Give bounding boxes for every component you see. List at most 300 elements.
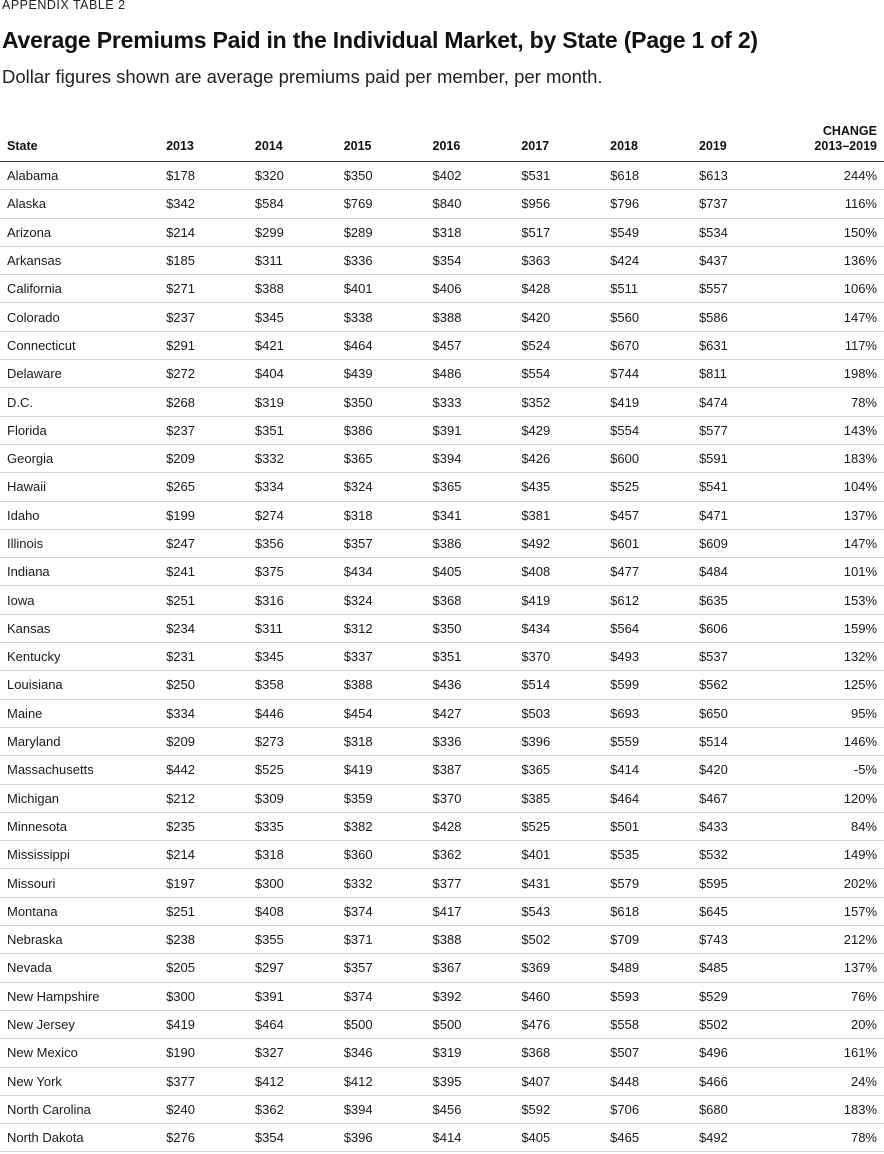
cell-2015: $419 (338, 756, 427, 784)
cell-2015: $386 (338, 416, 427, 444)
cell-2014: $354 (249, 1124, 338, 1152)
cell-change: 161% (782, 1039, 884, 1067)
table-row (0, 869, 884, 897)
cell-2019: $485 (693, 954, 782, 982)
cell-2013: $178 (160, 162, 249, 190)
cell-2016: $365 (427, 473, 516, 501)
header-change-line2: 2013–2019 (814, 139, 877, 153)
cell-2016: $333 (427, 388, 516, 416)
cell-2015: $338 (338, 303, 427, 331)
cell-2017: $363 (515, 246, 604, 274)
cell-2018: $599 (604, 671, 693, 699)
cell-state: D.C. (0, 388, 160, 416)
cell-change: 95% (782, 699, 884, 727)
cell-state: Minnesota (0, 812, 160, 840)
cell-2019: $534 (693, 218, 782, 246)
cell-2018: $549 (604, 218, 693, 246)
table-row (0, 162, 884, 190)
cell-change: 132% (782, 643, 884, 671)
cell-2013: $250 (160, 671, 249, 699)
cell-2019: $502 (693, 1010, 782, 1038)
cell-2018: $593 (604, 982, 693, 1010)
cell-2017: $396 (515, 727, 604, 755)
cell-2019: $433 (693, 812, 782, 840)
cell-2018: $464 (604, 784, 693, 812)
cell-state: Connecticut (0, 331, 160, 359)
cell-2016: $406 (427, 275, 516, 303)
cell-state: Kentucky (0, 643, 160, 671)
cell-2016: $394 (427, 444, 516, 472)
cell-change: 104% (782, 473, 884, 501)
cell-2016: $362 (427, 841, 516, 869)
cell-2019: $743 (693, 926, 782, 954)
cell-2015: $336 (338, 246, 427, 274)
cell-2017: $385 (515, 784, 604, 812)
cell-2018: $559 (604, 727, 693, 755)
cell-2017: $517 (515, 218, 604, 246)
cell-change: 20% (782, 1010, 884, 1038)
table-row (0, 643, 884, 671)
cell-2018: $693 (604, 699, 693, 727)
cell-2018: $489 (604, 954, 693, 982)
cell-2018: $525 (604, 473, 693, 501)
cell-2017: $554 (515, 360, 604, 388)
cell-change: 146% (782, 727, 884, 755)
cell-2014: $446 (249, 699, 338, 727)
cell-2014: $297 (249, 954, 338, 982)
cell-2015: $324 (338, 586, 427, 614)
cell-2019: $562 (693, 671, 782, 699)
cell-2014: $355 (249, 926, 338, 954)
table-row (0, 897, 884, 925)
table-row (0, 1095, 884, 1123)
header-change (782, 118, 884, 162)
table-row (0, 303, 884, 331)
table-row (0, 727, 884, 755)
cell-2013: $238 (160, 926, 249, 954)
cell-2015: $359 (338, 784, 427, 812)
cell-2019: $484 (693, 558, 782, 586)
cell-2017: $381 (515, 501, 604, 529)
cell-2013: $231 (160, 643, 249, 671)
cell-2014: $356 (249, 529, 338, 557)
cell-2016: $319 (427, 1039, 516, 1067)
cell-2017: $435 (515, 473, 604, 501)
cell-state: Mississippi (0, 841, 160, 869)
cell-change: 153% (782, 586, 884, 614)
cell-2014: $299 (249, 218, 338, 246)
cell-2013: $235 (160, 812, 249, 840)
cell-2015: $318 (338, 727, 427, 755)
cell-state: Arizona (0, 218, 160, 246)
table-row (0, 360, 884, 388)
cell-change: 212% (782, 926, 884, 954)
cell-2013: $419 (160, 1010, 249, 1038)
cell-2016: $405 (427, 558, 516, 586)
cell-2013: $265 (160, 473, 249, 501)
cell-2013: $276 (160, 1124, 249, 1152)
cell-change: 24% (782, 1067, 884, 1095)
header-2015: 2015 (338, 118, 427, 162)
cell-2017: $492 (515, 529, 604, 557)
table-row (0, 473, 884, 501)
cell-2019: $541 (693, 473, 782, 501)
cell-2018: $507 (604, 1039, 693, 1067)
cell-2019: $609 (693, 529, 782, 557)
cell-2017: $525 (515, 812, 604, 840)
cell-2014: $345 (249, 643, 338, 671)
cell-change: 136% (782, 246, 884, 274)
cell-2019: $471 (693, 501, 782, 529)
cell-state: Delaware (0, 360, 160, 388)
cell-2015: $382 (338, 812, 427, 840)
cell-2014: $391 (249, 982, 338, 1010)
cell-2014: $309 (249, 784, 338, 812)
cell-2014: $318 (249, 841, 338, 869)
cell-2019: $811 (693, 360, 782, 388)
table-header-row (0, 118, 884, 162)
cell-2013: $442 (160, 756, 249, 784)
cell-2018: $448 (604, 1067, 693, 1095)
cell-2018: $465 (604, 1124, 693, 1152)
table-row (0, 1039, 884, 1067)
cell-2015: $454 (338, 699, 427, 727)
cell-2018: $618 (604, 897, 693, 925)
cell-2019: $514 (693, 727, 782, 755)
cell-2014: $319 (249, 388, 338, 416)
cell-2019: $420 (693, 756, 782, 784)
cell-2014: $404 (249, 360, 338, 388)
header-change-line1: CHANGE (822, 124, 877, 138)
cell-2019: $532 (693, 841, 782, 869)
cell-2013: $251 (160, 897, 249, 925)
cell-2013: $272 (160, 360, 249, 388)
cell-2016: $354 (427, 246, 516, 274)
cell-2015: $464 (338, 331, 427, 359)
cell-2016: $436 (427, 671, 516, 699)
cell-change: 147% (782, 303, 884, 331)
cell-2019: $496 (693, 1039, 782, 1067)
cell-2017: $956 (515, 190, 604, 218)
cell-2013: $268 (160, 388, 249, 416)
cell-2019: $537 (693, 643, 782, 671)
table-row (0, 614, 884, 642)
cell-2013: $247 (160, 529, 249, 557)
cell-2019: $492 (693, 1124, 782, 1152)
cell-state: Alaska (0, 190, 160, 218)
cell-state: New Mexico (0, 1039, 160, 1067)
table-row (0, 416, 884, 444)
cell-2018: $493 (604, 643, 693, 671)
cell-2017: $514 (515, 671, 604, 699)
cell-2015: $439 (338, 360, 427, 388)
cell-2018: $477 (604, 558, 693, 586)
cell-2018: $419 (604, 388, 693, 416)
cell-2019: $650 (693, 699, 782, 727)
cell-2013: $197 (160, 869, 249, 897)
cell-2018: $560 (604, 303, 693, 331)
table-row (0, 1010, 884, 1038)
cell-change: 137% (782, 501, 884, 529)
cell-2017: $543 (515, 897, 604, 925)
cell-2015: $332 (338, 869, 427, 897)
cell-change: 116% (782, 190, 884, 218)
header-2019: 2019 (693, 118, 782, 162)
cell-2019: $591 (693, 444, 782, 472)
table-row (0, 1067, 884, 1095)
cell-2013: $342 (160, 190, 249, 218)
cell-state: North Dakota (0, 1124, 160, 1152)
cell-2017: $365 (515, 756, 604, 784)
cell-2016: $350 (427, 614, 516, 642)
cell-2014: $273 (249, 727, 338, 755)
table-row (0, 501, 884, 529)
cell-2016: $840 (427, 190, 516, 218)
cell-2014: $421 (249, 331, 338, 359)
cell-2014: $335 (249, 812, 338, 840)
cell-state: Iowa (0, 586, 160, 614)
cell-2014: $300 (249, 869, 338, 897)
cell-change: 183% (782, 444, 884, 472)
cell-2013: $209 (160, 727, 249, 755)
cell-state: Kansas (0, 614, 160, 642)
cell-2016: $351 (427, 643, 516, 671)
cell-2017: $503 (515, 699, 604, 727)
appendix-label: APPENDIX TABLE 2 (2, 0, 126, 12)
table-row (0, 444, 884, 472)
cell-2018: $744 (604, 360, 693, 388)
table-row (0, 388, 884, 416)
cell-change: 147% (782, 529, 884, 557)
cell-2015: $396 (338, 1124, 427, 1152)
cell-2015: $401 (338, 275, 427, 303)
cell-2016: $341 (427, 501, 516, 529)
cell-2018: $424 (604, 246, 693, 274)
cell-2018: $706 (604, 1095, 693, 1123)
cell-2014: $358 (249, 671, 338, 699)
table-body (0, 162, 884, 1152)
cell-2013: $234 (160, 614, 249, 642)
cell-2013: $291 (160, 331, 249, 359)
cell-2018: $612 (604, 586, 693, 614)
cell-2015: $434 (338, 558, 427, 586)
cell-state: Arkansas (0, 246, 160, 274)
cell-2017: $524 (515, 331, 604, 359)
cell-state: Michigan (0, 784, 160, 812)
cell-2015: $324 (338, 473, 427, 501)
cell-2015: $412 (338, 1067, 427, 1095)
cell-2014: $351 (249, 416, 338, 444)
cell-2015: $312 (338, 614, 427, 642)
cell-state: Montana (0, 897, 160, 925)
table-row (0, 812, 884, 840)
cell-2018: $600 (604, 444, 693, 472)
table-row (0, 671, 884, 699)
cell-2017: $460 (515, 982, 604, 1010)
cell-2016: $457 (427, 331, 516, 359)
cell-2015: $350 (338, 388, 427, 416)
cell-2013: $237 (160, 303, 249, 331)
cell-state: Maryland (0, 727, 160, 755)
cell-2016: $388 (427, 303, 516, 331)
cell-2013: $214 (160, 218, 249, 246)
table-row (0, 218, 884, 246)
cell-2019: $437 (693, 246, 782, 274)
cell-state: Colorado (0, 303, 160, 331)
table-row (0, 841, 884, 869)
cell-2014: $311 (249, 246, 338, 274)
cell-2013: $190 (160, 1039, 249, 1067)
cell-change: 183% (782, 1095, 884, 1123)
cell-2017: $408 (515, 558, 604, 586)
cell-2016: $428 (427, 812, 516, 840)
table-row (0, 586, 884, 614)
header-2013: 2013 (160, 118, 249, 162)
cell-2014: $327 (249, 1039, 338, 1067)
cell-2016: $318 (427, 218, 516, 246)
cell-change: 202% (782, 869, 884, 897)
cell-2016: $456 (427, 1095, 516, 1123)
table-row (0, 784, 884, 812)
cell-2015: $360 (338, 841, 427, 869)
cell-2018: $670 (604, 331, 693, 359)
cell-2015: $337 (338, 643, 427, 671)
cell-change: 76% (782, 982, 884, 1010)
cell-2018: $796 (604, 190, 693, 218)
cell-2019: $474 (693, 388, 782, 416)
cell-2019: $577 (693, 416, 782, 444)
cell-2018: $601 (604, 529, 693, 557)
cell-change: 106% (782, 275, 884, 303)
table-row (0, 558, 884, 586)
cell-2017: $531 (515, 162, 604, 190)
header-state: State (0, 118, 160, 162)
cell-change: 159% (782, 614, 884, 642)
cell-2016: $414 (427, 1124, 516, 1152)
cell-2019: $595 (693, 869, 782, 897)
cell-change: 157% (782, 897, 884, 925)
cell-2014: $388 (249, 275, 338, 303)
cell-state: Maine (0, 699, 160, 727)
cell-2017: $431 (515, 869, 604, 897)
cell-2014: $412 (249, 1067, 338, 1095)
cell-2014: $584 (249, 190, 338, 218)
cell-change: -5% (782, 756, 884, 784)
table-row (0, 1124, 884, 1152)
cell-2019: $467 (693, 784, 782, 812)
cell-change: 101% (782, 558, 884, 586)
cell-2015: $357 (338, 529, 427, 557)
cell-change: 120% (782, 784, 884, 812)
cell-state: Alabama (0, 162, 160, 190)
cell-2016: $395 (427, 1067, 516, 1095)
cell-2013: $334 (160, 699, 249, 727)
header-2017: 2017 (515, 118, 604, 162)
cell-2016: $387 (427, 756, 516, 784)
premiums-table (0, 118, 884, 1152)
cell-2017: $419 (515, 586, 604, 614)
cell-2018: $501 (604, 812, 693, 840)
table-row (0, 275, 884, 303)
cell-2017: $405 (515, 1124, 604, 1152)
cell-2016: $367 (427, 954, 516, 982)
cell-2015: $374 (338, 897, 427, 925)
cell-2014: $464 (249, 1010, 338, 1038)
cell-2015: $289 (338, 218, 427, 246)
cell-state: New Hampshire (0, 982, 160, 1010)
cell-2013: $209 (160, 444, 249, 472)
cell-2017: $429 (515, 416, 604, 444)
cell-2014: $316 (249, 586, 338, 614)
cell-2013: $241 (160, 558, 249, 586)
cell-change: 78% (782, 388, 884, 416)
cell-2015: $357 (338, 954, 427, 982)
cell-2016: $368 (427, 586, 516, 614)
cell-state: Louisiana (0, 671, 160, 699)
cell-2013: $377 (160, 1067, 249, 1095)
cell-state: Nebraska (0, 926, 160, 954)
table-row (0, 699, 884, 727)
table-row (0, 529, 884, 557)
cell-change: 149% (782, 841, 884, 869)
cell-2016: $377 (427, 869, 516, 897)
cell-2014: $334 (249, 473, 338, 501)
cell-2019: $466 (693, 1067, 782, 1095)
cell-2014: $320 (249, 162, 338, 190)
cell-2013: $300 (160, 982, 249, 1010)
cell-change: 244% (782, 162, 884, 190)
cell-2013: $240 (160, 1095, 249, 1123)
cell-2019: $586 (693, 303, 782, 331)
cell-2017: $352 (515, 388, 604, 416)
cell-2017: $428 (515, 275, 604, 303)
cell-2014: $274 (249, 501, 338, 529)
cell-2016: $402 (427, 162, 516, 190)
cell-2016: $391 (427, 416, 516, 444)
cell-2019: $613 (693, 162, 782, 190)
table-row (0, 756, 884, 784)
cell-2018: $554 (604, 416, 693, 444)
cell-2017: $369 (515, 954, 604, 982)
cell-2019: $737 (693, 190, 782, 218)
table-row (0, 982, 884, 1010)
cell-2019: $557 (693, 275, 782, 303)
cell-2019: $606 (693, 614, 782, 642)
cell-state: Idaho (0, 501, 160, 529)
cell-change: 78% (782, 1124, 884, 1152)
cell-state: Missouri (0, 869, 160, 897)
cell-2017: $370 (515, 643, 604, 671)
cell-2017: $502 (515, 926, 604, 954)
header-2016: 2016 (427, 118, 516, 162)
header-2018: 2018 (604, 118, 693, 162)
cell-2015: $500 (338, 1010, 427, 1038)
cell-2016: $370 (427, 784, 516, 812)
cell-2017: $401 (515, 841, 604, 869)
cell-2016: $486 (427, 360, 516, 388)
cell-2018: $457 (604, 501, 693, 529)
cell-2014: $345 (249, 303, 338, 331)
table-title: Average Premiums Paid in the Individual Market, by State (Page 1 of 2) (2, 27, 758, 53)
cell-2016: $392 (427, 982, 516, 1010)
cell-2016: $417 (427, 897, 516, 925)
cell-state: California (0, 275, 160, 303)
cell-2015: $371 (338, 926, 427, 954)
cell-2014: $332 (249, 444, 338, 472)
cell-2016: $500 (427, 1010, 516, 1038)
cell-2014: $375 (249, 558, 338, 586)
cell-2013: $212 (160, 784, 249, 812)
